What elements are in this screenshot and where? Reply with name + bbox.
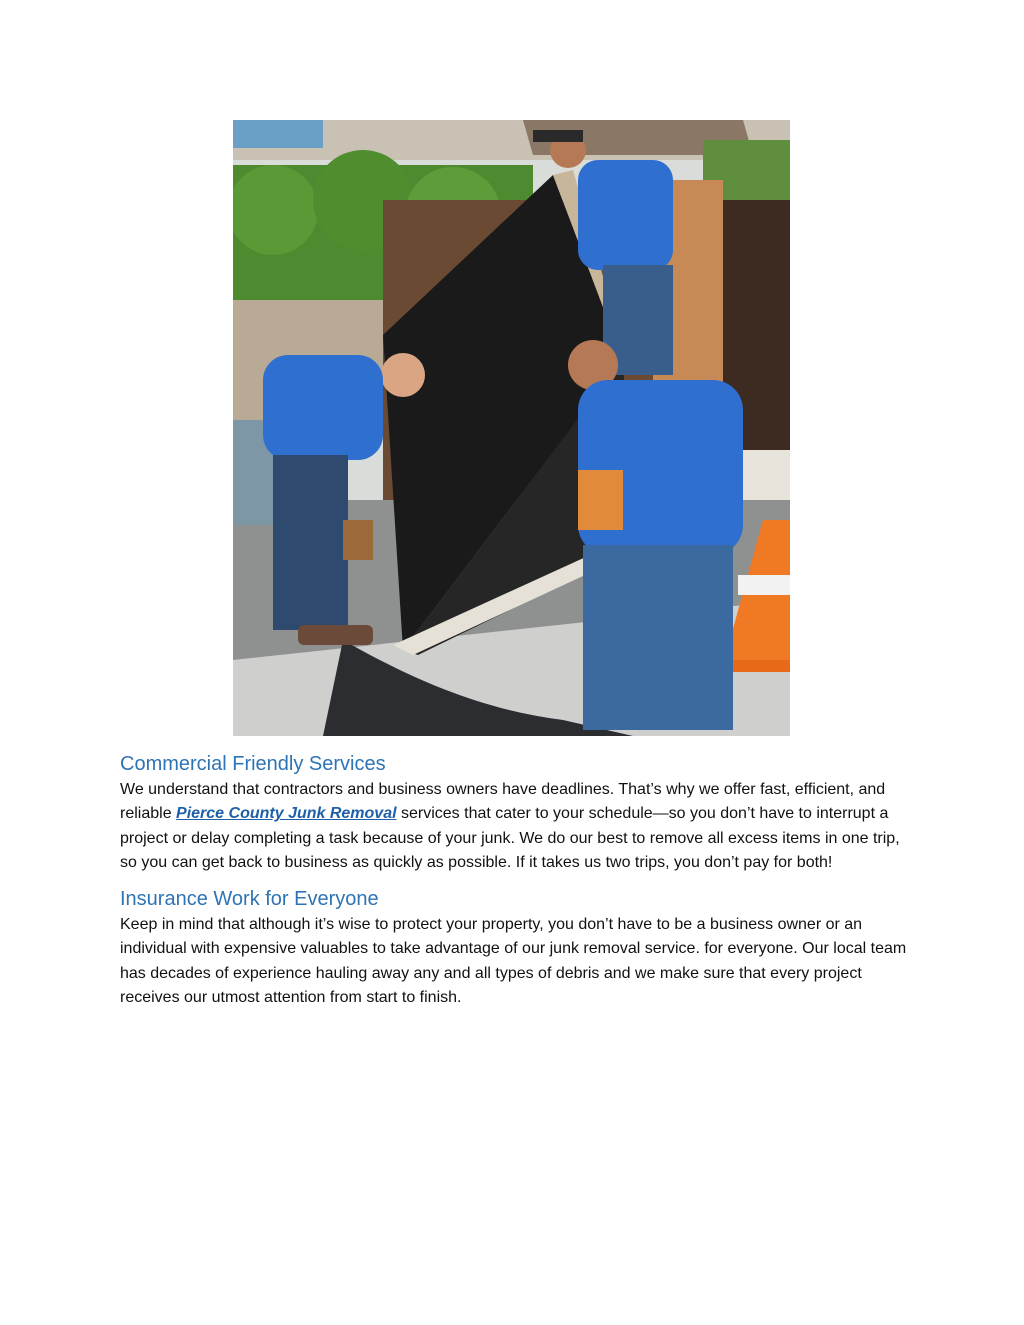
section-heading-commercial: Commercial Friendly Services (120, 753, 386, 775)
body-text-part: services that cater to your schedule—so you don’t have to interrupt a project or delay completing a task because of your junk. We do our best to remove all excess items in one trip, so you can get back to business as quickly as possible. If it takes us two trips, you don’t pay for both! (120, 805, 900, 871)
section-heading-insurance: Insurance Work for Everyone (120, 888, 379, 911)
section-body-insurance: Keep in mind that although it’s wise to protect your property, you don’t have to be a business owner or an individual with expensive valuables to take advantage of our junk removal service. for everyone. Our local team has decades of experience hauling away any and all types of debris and we make sure that every project receives our utmost attention from start to finish. (120, 916, 907, 1007)
photo-illustration (233, 120, 790, 736)
body-text-part: We understand that contractors and business owners have deadlines. That’s why we offer fast, efficient, and reliable (120, 781, 886, 823)
junk-removal-photo (233, 120, 790, 736)
section-body-commercial (120, 778, 910, 875)
article-content (120, 750, 910, 1010)
pierce-county-junk-removal-link[interactable]: Pierce County Junk Removal (176, 805, 397, 823)
